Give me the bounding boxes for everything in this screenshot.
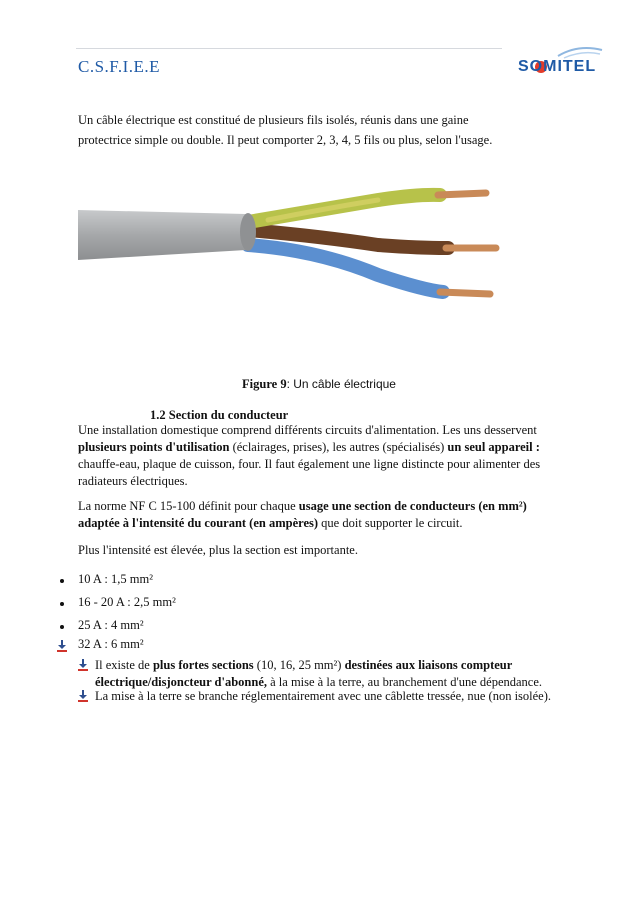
text-span: La norme NF C 15-100 définit pour chaque	[78, 499, 296, 513]
list-item-text: 32 A : 6 mm²	[78, 637, 144, 651]
arrow-bullet-icon	[78, 659, 88, 671]
section-heading: 1.2 Section du conducteur	[150, 408, 289, 422]
cable-illustration	[78, 150, 558, 370]
logo-text: SOMITEL	[518, 58, 597, 75]
text-span: (éclairages, prises), les autres (spécialisés)	[232, 440, 445, 454]
text-span: Il existe de	[95, 658, 150, 672]
header-rule	[76, 48, 502, 49]
arrow-bullet-icon	[57, 640, 67, 652]
bullet-dot-icon	[60, 602, 64, 606]
figure-label: Figure 9	[242, 377, 287, 391]
paragraph-intensite: Plus l'intensité est élevée, plus la section est importante.	[78, 543, 358, 557]
list-item-text: 10 A : 1,5 mm²	[78, 572, 153, 586]
bold-span: usage une section de conducteurs (en mm²) adaptée à l'intensité du courant (en ampères)	[78, 499, 527, 530]
list-item-text: 25 A : 4 mm²	[78, 618, 144, 632]
figure-caption	[0, 377, 638, 392]
text-span: chauffe-eau, plaque de cuisson, four. Il faut également une ligne distincte pour alimenter des radiateurs électriques.	[78, 457, 541, 488]
wire-green-yellow	[248, 193, 486, 222]
company-logo	[518, 42, 628, 82]
arrow-bullet-icon	[78, 690, 88, 702]
bold-span: destinées aux liaisons compteur électrique/disjoncteur d'abonné,	[95, 658, 513, 689]
figure-caption-text: : Un câble électrique	[286, 377, 396, 391]
bullet-dot-icon	[60, 579, 64, 583]
bold-span: plusieurs points d'utilisation	[78, 440, 230, 454]
sub-item-text: La mise à la terre se branche réglementairement avec une câblette tressée, nue (non isolée).	[95, 689, 552, 703]
text-span: que doit supporter le circuit.	[321, 516, 463, 530]
list-item-text: 16 - 20 A : 2,5 mm²	[78, 595, 176, 609]
header-title: C.S.F.I.E.E	[78, 57, 161, 76]
bold-span: un seul appareil :	[447, 440, 540, 454]
text-span: Une installation domestique comprend différents circuits d'alimentation. Les uns desservent	[78, 423, 537, 437]
text-span: à la mise à la terre, au branchement d'une dépendance.	[270, 675, 543, 689]
bullet-dot-icon	[60, 625, 64, 629]
paragraph-installation	[78, 422, 548, 490]
wire-blue	[248, 245, 490, 294]
paragraph-norme	[78, 498, 548, 532]
sub-item-text	[95, 657, 565, 691]
text-span: (10, 16, 25 mm²)	[256, 658, 342, 672]
bold-span: plus fortes sections	[152, 658, 254, 672]
intro-line-2: protectrice simple ou double. Il peut comporter 2, 3, 4, 5 fils ou plus, selon l'usage.	[78, 133, 493, 147]
cable-sheath	[78, 210, 256, 260]
intro-paragraph	[78, 110, 518, 150]
intro-line-1: Un câble électrique est constitué de plusieurs fils isolés, réunis dans une gaine	[78, 113, 469, 127]
